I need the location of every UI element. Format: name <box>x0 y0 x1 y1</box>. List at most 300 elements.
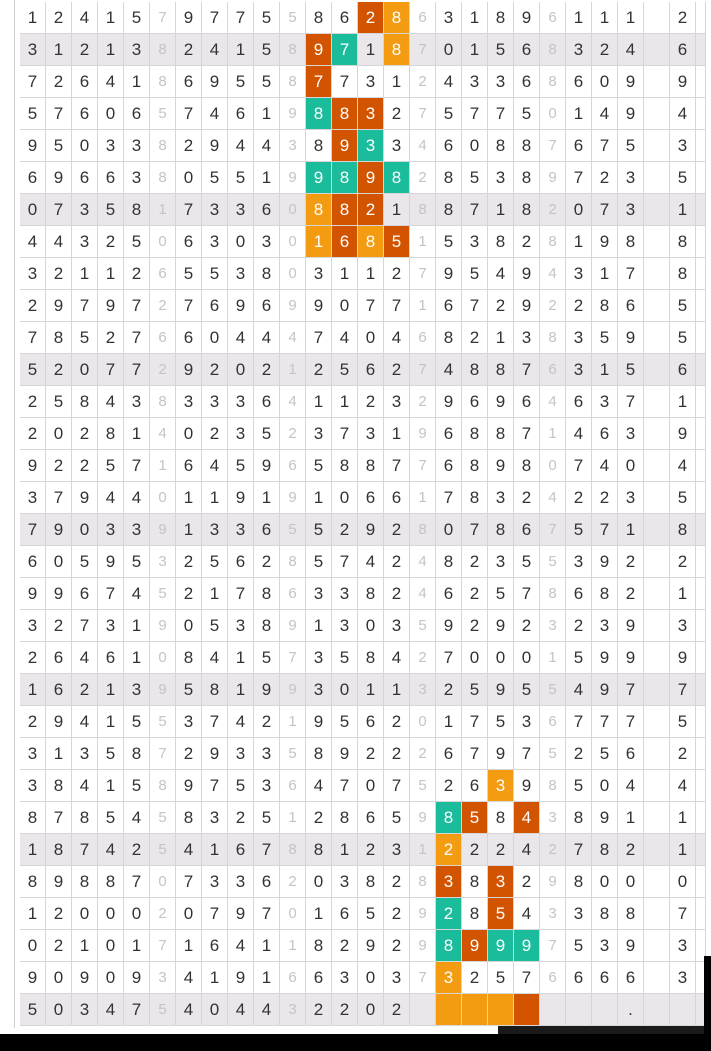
grid-cell[interactable] <box>644 34 670 66</box>
grid-cell[interactable]: 7 <box>462 706 488 738</box>
grid-cell[interactable]: 5 <box>176 258 202 290</box>
grid-cell[interactable]: 8 <box>20 866 46 898</box>
grid-cell[interactable]: 3 <box>436 2 462 34</box>
grid-cell[interactable]: 7 <box>124 994 150 1026</box>
grid-cell[interactable]: 6 <box>540 706 566 738</box>
grid-cell[interactable]: 8 <box>514 450 540 482</box>
grid-cell[interactable] <box>644 610 670 642</box>
grid-cell[interactable]: 6 <box>254 194 280 226</box>
grid-cell[interactable]: 9 <box>436 610 462 642</box>
grid-cell[interactable]: 9 <box>280 482 306 514</box>
grid-cell[interactable]: 2 <box>72 34 98 66</box>
grid-cell[interactable]: 1 <box>46 738 72 770</box>
grid-cell[interactable]: 5 <box>384 802 410 834</box>
grid-cell[interactable]: 7 <box>46 98 72 130</box>
grid-cell[interactable]: 0 <box>280 226 306 258</box>
grid-cell[interactable]: 6 <box>540 354 566 386</box>
grid-cell[interactable]: 6 <box>410 322 436 354</box>
grid-cell[interactable]: 0 <box>410 706 436 738</box>
grid-cell[interactable] <box>644 994 670 1026</box>
grid-cell[interactable] <box>644 386 670 418</box>
grid-cell[interactable]: 4 <box>618 770 644 802</box>
grid-cell[interactable] <box>462 994 488 1026</box>
grid-cell[interactable]: 5 <box>20 354 46 386</box>
grid-cell[interactable]: 2 <box>462 546 488 578</box>
grid-cell[interactable] <box>644 546 670 578</box>
grid-cell[interactable] <box>696 194 706 226</box>
grid-cell[interactable]: 5 <box>436 226 462 258</box>
grid-cell[interactable]: 2 <box>566 482 592 514</box>
grid-cell[interactable]: 3 <box>462 66 488 98</box>
grid-cell[interactable] <box>644 674 670 706</box>
grid-cell[interactable]: 8 <box>462 898 488 930</box>
grid-cell[interactable]: 8 <box>332 162 358 194</box>
grid-cell[interactable]: 1 <box>332 258 358 290</box>
grid-cell[interactable]: 9 <box>488 386 514 418</box>
grid-cell[interactable]: 8 <box>124 194 150 226</box>
grid-cell[interactable]: 9 <box>202 130 228 162</box>
grid-cell[interactable]: 8 <box>176 802 202 834</box>
grid-cell[interactable]: 1 <box>98 770 124 802</box>
grid-cell[interactable]: 6 <box>436 738 462 770</box>
grid-cell[interactable]: 0 <box>358 322 384 354</box>
grid-cell[interactable]: 2 <box>280 418 306 450</box>
grid-cell[interactable]: 2 <box>462 962 488 994</box>
grid-cell[interactable]: 4 <box>540 258 566 290</box>
grid-cell[interactable]: 3 <box>436 866 462 898</box>
grid-cell[interactable]: 9 <box>20 130 46 162</box>
grid-cell[interactable]: 6 <box>384 482 410 514</box>
grid-cell[interactable]: 1 <box>150 194 176 226</box>
grid-cell[interactable]: 6 <box>254 866 280 898</box>
grid-cell[interactable]: 3 <box>592 610 618 642</box>
grid-cell[interactable]: 8 <box>566 802 592 834</box>
grid-cell[interactable]: 5 <box>462 802 488 834</box>
grid-cell[interactable]: 4 <box>566 418 592 450</box>
grid-cell[interactable]: 4 <box>254 994 280 1026</box>
grid-cell[interactable] <box>696 482 706 514</box>
grid-cell[interactable] <box>644 898 670 930</box>
grid-cell[interactable]: 8 <box>202 674 228 706</box>
grid-cell[interactable]: 9 <box>488 738 514 770</box>
grid-cell[interactable]: 6 <box>540 962 566 994</box>
grid-cell[interactable] <box>644 450 670 482</box>
grid-cell[interactable]: 5 <box>514 98 540 130</box>
grid-cell[interactable]: 6 <box>514 514 540 546</box>
grid-cell[interactable]: 5 <box>124 2 150 34</box>
grid-cell[interactable]: 8 <box>280 34 306 66</box>
grid-cell[interactable]: 3 <box>670 130 696 162</box>
grid-cell[interactable] <box>644 258 670 290</box>
grid-cell[interactable]: 8 <box>46 834 72 866</box>
grid-cell[interactable] <box>696 642 706 674</box>
grid-cell[interactable]: 6 <box>72 98 98 130</box>
grid-cell[interactable]: 6 <box>280 770 306 802</box>
grid-cell[interactable]: 1 <box>254 98 280 130</box>
grid-cell[interactable]: 5 <box>670 482 696 514</box>
grid-cell[interactable]: 8 <box>280 546 306 578</box>
grid-cell[interactable]: 3 <box>98 130 124 162</box>
grid-cell[interactable]: 1 <box>410 834 436 866</box>
grid-cell[interactable]: 3 <box>306 258 332 290</box>
grid-cell[interactable]: 8 <box>150 386 176 418</box>
grid-cell[interactable]: 1 <box>618 2 644 34</box>
grid-cell[interactable] <box>592 994 618 1026</box>
grid-cell[interactable]: 2 <box>202 418 228 450</box>
grid-cell[interactable]: 0 <box>358 962 384 994</box>
grid-cell[interactable]: 8 <box>306 738 332 770</box>
grid-cell[interactable]: 8 <box>150 34 176 66</box>
grid-cell[interactable]: 7 <box>514 418 540 450</box>
grid-cell[interactable]: 8 <box>436 546 462 578</box>
grid-cell[interactable]: 9 <box>592 674 618 706</box>
grid-cell[interactable]: 2 <box>384 738 410 770</box>
grid-cell[interactable]: 9 <box>228 482 254 514</box>
grid-cell[interactable]: 7 <box>566 834 592 866</box>
grid-cell[interactable]: 2 <box>254 706 280 738</box>
grid-cell[interactable]: 5 <box>358 898 384 930</box>
grid-cell[interactable]: 3 <box>566 258 592 290</box>
grid-cell[interactable]: 3 <box>306 418 332 450</box>
grid-cell[interactable]: 9 <box>514 290 540 322</box>
grid-cell[interactable]: 6 <box>358 354 384 386</box>
grid-cell[interactable]: 2 <box>176 578 202 610</box>
grid-cell[interactable]: 7 <box>436 642 462 674</box>
grid-cell[interactable]: 2 <box>514 482 540 514</box>
grid-cell[interactable]: 9 <box>72 962 98 994</box>
grid-cell[interactable] <box>566 994 592 1026</box>
grid-cell[interactable]: 7 <box>20 322 46 354</box>
grid-cell[interactable]: 1 <box>670 386 696 418</box>
grid-cell[interactable]: 9 <box>514 770 540 802</box>
grid-cell[interactable]: 8 <box>176 642 202 674</box>
grid-cell[interactable]: 5 <box>566 930 592 962</box>
grid-cell[interactable]: 6 <box>254 290 280 322</box>
grid-cell[interactable]: 7 <box>176 194 202 226</box>
grid-cell[interactable]: 9 <box>46 162 72 194</box>
grid-cell[interactable] <box>696 258 706 290</box>
grid-cell[interactable]: 7 <box>462 514 488 546</box>
grid-cell[interactable]: 8 <box>306 834 332 866</box>
grid-cell[interactable]: 4 <box>98 66 124 98</box>
grid-cell[interactable]: 9 <box>592 226 618 258</box>
grid-cell[interactable]: 8 <box>150 770 176 802</box>
grid-cell[interactable]: 8 <box>20 802 46 834</box>
grid-cell[interactable] <box>696 802 706 834</box>
grid-cell[interactable]: 7 <box>150 738 176 770</box>
grid-cell[interactable]: 2 <box>98 226 124 258</box>
grid-cell[interactable]: 5 <box>670 706 696 738</box>
grid-cell[interactable]: 8 <box>592 898 618 930</box>
grid-cell[interactable]: 3 <box>124 130 150 162</box>
grid-cell[interactable]: 7 <box>124 290 150 322</box>
grid-cell[interactable]: 1 <box>384 66 410 98</box>
grid-cell[interactable] <box>644 66 670 98</box>
grid-cell[interactable]: 4 <box>124 482 150 514</box>
grid-cell[interactable]: 4 <box>540 386 566 418</box>
grid-cell[interactable]: 2 <box>306 994 332 1026</box>
grid-cell[interactable]: 6 <box>254 386 280 418</box>
grid-cell[interactable]: 3 <box>20 258 46 290</box>
grid-cell[interactable]: 1 <box>150 450 176 482</box>
grid-cell[interactable]: 3 <box>670 610 696 642</box>
grid-cell[interactable]: 6 <box>332 226 358 258</box>
grid-cell[interactable]: 3 <box>202 514 228 546</box>
grid-cell[interactable]: 7 <box>566 162 592 194</box>
grid-cell[interactable]: 9 <box>358 514 384 546</box>
grid-cell[interactable]: 3 <box>566 354 592 386</box>
grid-cell[interactable]: 3 <box>202 386 228 418</box>
grid-cell[interactable]: 5 <box>332 642 358 674</box>
grid-cell[interactable]: 5 <box>254 66 280 98</box>
grid-cell[interactable]: 3 <box>72 194 98 226</box>
grid-cell[interactable]: 9 <box>176 354 202 386</box>
grid-cell[interactable]: 0 <box>592 66 618 98</box>
grid-cell[interactable] <box>644 578 670 610</box>
grid-cell[interactable]: 6 <box>566 578 592 610</box>
grid-cell[interactable]: 9 <box>670 66 696 98</box>
grid-cell[interactable]: 9 <box>280 290 306 322</box>
grid-cell[interactable]: 7 <box>410 98 436 130</box>
grid-cell[interactable]: 6 <box>436 290 462 322</box>
grid-cell[interactable] <box>540 994 566 1026</box>
grid-cell[interactable]: 2 <box>488 290 514 322</box>
grid-cell[interactable]: 8 <box>670 514 696 546</box>
grid-cell[interactable]: 7 <box>566 450 592 482</box>
grid-cell[interactable]: 1 <box>436 706 462 738</box>
grid-cell[interactable]: 4 <box>358 546 384 578</box>
grid-cell[interactable]: 8 <box>254 258 280 290</box>
grid-cell[interactable]: 9 <box>618 66 644 98</box>
grid-cell[interactable]: 4 <box>72 706 98 738</box>
grid-cell[interactable]: 2 <box>514 226 540 258</box>
grid-cell[interactable]: 8 <box>488 354 514 386</box>
grid-cell[interactable]: 7 <box>306 322 332 354</box>
grid-cell[interactable] <box>696 354 706 386</box>
grid-cell[interactable]: 9 <box>306 34 332 66</box>
grid-cell[interactable]: 2 <box>20 642 46 674</box>
grid-cell[interactable]: 0 <box>280 898 306 930</box>
grid-cell[interactable]: 2 <box>384 930 410 962</box>
grid-cell[interactable] <box>696 706 706 738</box>
grid-cell[interactable]: 5 <box>254 34 280 66</box>
grid-cell[interactable]: 3 <box>592 386 618 418</box>
grid-cell[interactable]: 2 <box>436 834 462 866</box>
grid-cell[interactable]: 4 <box>72 770 98 802</box>
grid-cell[interactable]: . <box>618 994 644 1026</box>
grid-cell[interactable] <box>696 834 706 866</box>
grid-cell[interactable]: 1 <box>306 226 332 258</box>
grid-cell[interactable] <box>696 610 706 642</box>
grid-cell[interactable]: 4 <box>228 322 254 354</box>
grid-cell[interactable] <box>644 738 670 770</box>
grid-cell[interactable]: 6 <box>228 834 254 866</box>
grid-cell[interactable]: 3 <box>384 610 410 642</box>
grid-cell[interactable]: 5 <box>202 546 228 578</box>
grid-cell[interactable]: 2 <box>202 354 228 386</box>
grid-cell[interactable]: 5 <box>254 2 280 34</box>
grid-cell[interactable]: 7 <box>176 866 202 898</box>
grid-cell[interactable]: 9 <box>20 578 46 610</box>
grid-cell[interactable] <box>410 994 436 1026</box>
grid-cell[interactable]: 2 <box>332 994 358 1026</box>
grid-cell[interactable]: 8 <box>332 194 358 226</box>
grid-cell[interactable]: 7 <box>124 322 150 354</box>
grid-cell[interactable]: 1 <box>462 2 488 34</box>
grid-cell[interactable]: 1 <box>384 418 410 450</box>
grid-cell[interactable]: 7 <box>124 866 150 898</box>
grid-cell[interactable]: 9 <box>98 546 124 578</box>
grid-cell[interactable]: 8 <box>150 162 176 194</box>
grid-cell[interactable]: 8 <box>98 418 124 450</box>
grid-cell[interactable]: 2 <box>618 834 644 866</box>
grid-cell[interactable]: 0 <box>98 898 124 930</box>
grid-cell[interactable]: 1 <box>618 514 644 546</box>
grid-cell[interactable]: 9 <box>228 290 254 322</box>
grid-cell[interactable]: 1 <box>98 258 124 290</box>
grid-cell[interactable]: 8 <box>358 450 384 482</box>
grid-cell[interactable]: 5 <box>176 674 202 706</box>
grid-cell[interactable]: 3 <box>488 866 514 898</box>
grid-cell[interactable]: 8 <box>72 866 98 898</box>
grid-cell[interactable]: 7 <box>176 98 202 130</box>
grid-cell[interactable]: 3 <box>72 994 98 1026</box>
grid-cell[interactable]: 4 <box>72 2 98 34</box>
grid-cell[interactable]: 1 <box>176 482 202 514</box>
grid-cell[interactable]: 6 <box>358 482 384 514</box>
grid-cell[interactable] <box>696 418 706 450</box>
grid-cell[interactable]: 2 <box>384 578 410 610</box>
grid-cell[interactable]: 5 <box>306 514 332 546</box>
grid-cell[interactable]: 4 <box>332 322 358 354</box>
grid-cell[interactable]: 5 <box>540 546 566 578</box>
grid-cell[interactable]: 1 <box>202 578 228 610</box>
grid-cell[interactable]: 1 <box>306 482 332 514</box>
grid-cell[interactable]: 2 <box>124 258 150 290</box>
grid-cell[interactable]: 5 <box>202 258 228 290</box>
grid-cell[interactable]: 8 <box>592 834 618 866</box>
grid-cell[interactable]: 2 <box>176 738 202 770</box>
grid-cell[interactable]: 3 <box>384 386 410 418</box>
grid-cell[interactable]: 2 <box>280 866 306 898</box>
grid-cell[interactable]: 4 <box>436 354 462 386</box>
grid-cell[interactable]: 5 <box>540 674 566 706</box>
grid-cell[interactable]: 2 <box>592 34 618 66</box>
grid-cell[interactable]: 5 <box>124 226 150 258</box>
grid-cell[interactable]: 5 <box>124 706 150 738</box>
grid-cell[interactable]: 6 <box>98 162 124 194</box>
grid-cell[interactable]: 5 <box>384 226 410 258</box>
grid-cell[interactable]: 2 <box>462 610 488 642</box>
grid-cell[interactable]: 7 <box>98 354 124 386</box>
grid-cell[interactable]: 4 <box>436 66 462 98</box>
grid-cell[interactable]: 5 <box>280 2 306 34</box>
grid-cell[interactable] <box>644 514 670 546</box>
grid-cell[interactable]: 2 <box>72 450 98 482</box>
grid-cell[interactable]: 8 <box>410 514 436 546</box>
grid-cell[interactable]: 2 <box>410 738 436 770</box>
grid-cell[interactable]: 1 <box>306 898 332 930</box>
grid-cell[interactable]: 5 <box>540 738 566 770</box>
grid-cell[interactable]: 9 <box>280 98 306 130</box>
grid-cell[interactable]: 8 <box>306 130 332 162</box>
grid-cell[interactable]: 1 <box>592 2 618 34</box>
grid-cell[interactable]: 3 <box>514 322 540 354</box>
grid-cell[interactable]: 8 <box>436 930 462 962</box>
grid-cell[interactable] <box>644 226 670 258</box>
grid-cell[interactable]: 5 <box>410 770 436 802</box>
grid-cell[interactable] <box>644 418 670 450</box>
grid-cell[interactable] <box>644 770 670 802</box>
grid-cell[interactable]: 8 <box>540 578 566 610</box>
grid-cell[interactable]: 3 <box>488 770 514 802</box>
grid-cell[interactable] <box>644 866 670 898</box>
grid-cell[interactable]: 2 <box>46 258 72 290</box>
grid-cell[interactable]: 9 <box>540 162 566 194</box>
grid-cell[interactable]: 5 <box>72 322 98 354</box>
grid-cell[interactable]: 6 <box>280 450 306 482</box>
grid-cell[interactable]: 3 <box>540 802 566 834</box>
grid-cell[interactable]: 6 <box>150 322 176 354</box>
grid-cell[interactable]: 8 <box>514 130 540 162</box>
grid-cell[interactable] <box>644 130 670 162</box>
grid-cell[interactable]: 9 <box>462 930 488 962</box>
grid-cell[interactable] <box>670 994 696 1026</box>
grid-cell[interactable]: 3 <box>176 386 202 418</box>
grid-cell[interactable]: 1 <box>462 34 488 66</box>
grid-cell[interactable]: 2 <box>618 578 644 610</box>
grid-cell[interactable]: 9 <box>514 258 540 290</box>
grid-cell[interactable]: 1 <box>228 674 254 706</box>
grid-cell[interactable]: 3 <box>332 866 358 898</box>
grid-cell[interactable]: 1 <box>280 706 306 738</box>
grid-cell[interactable]: 1 <box>176 514 202 546</box>
grid-cell[interactable]: 3 <box>254 738 280 770</box>
grid-cell[interactable]: 9 <box>670 642 696 674</box>
grid-cell[interactable]: 5 <box>254 802 280 834</box>
grid-cell[interactable]: 4 <box>670 450 696 482</box>
grid-cell[interactable]: 8 <box>540 770 566 802</box>
grid-cell[interactable]: 5 <box>98 738 124 770</box>
grid-cell[interactable]: 1 <box>410 482 436 514</box>
grid-cell[interactable]: 4 <box>46 226 72 258</box>
grid-cell[interactable]: 2 <box>670 738 696 770</box>
grid-cell[interactable]: 0 <box>462 130 488 162</box>
grid-cell[interactable]: 9 <box>228 962 254 994</box>
grid-cell[interactable]: 0 <box>176 162 202 194</box>
grid-cell[interactable]: 0 <box>228 354 254 386</box>
grid-cell[interactable]: 1 <box>540 418 566 450</box>
grid-cell[interactable]: 7 <box>384 450 410 482</box>
grid-cell[interactable]: 3 <box>618 194 644 226</box>
grid-cell[interactable]: 9 <box>592 802 618 834</box>
grid-cell[interactable]: 5 <box>670 322 696 354</box>
grid-cell[interactable]: 8 <box>488 802 514 834</box>
grid-cell[interactable]: 4 <box>618 34 644 66</box>
grid-cell[interactable]: 1 <box>384 194 410 226</box>
grid-cell[interactable]: 8 <box>488 226 514 258</box>
grid-cell[interactable]: 9 <box>358 162 384 194</box>
grid-cell[interactable]: 1 <box>488 322 514 354</box>
grid-cell[interactable]: 7 <box>618 386 644 418</box>
grid-cell[interactable]: 7 <box>618 674 644 706</box>
grid-cell[interactable]: 7 <box>384 290 410 322</box>
grid-cell[interactable]: 6 <box>514 34 540 66</box>
grid-cell[interactable]: 0 <box>332 674 358 706</box>
grid-cell[interactable]: 2 <box>384 898 410 930</box>
grid-cell[interactable]: 7 <box>462 738 488 770</box>
grid-cell[interactable]: 4 <box>514 834 540 866</box>
